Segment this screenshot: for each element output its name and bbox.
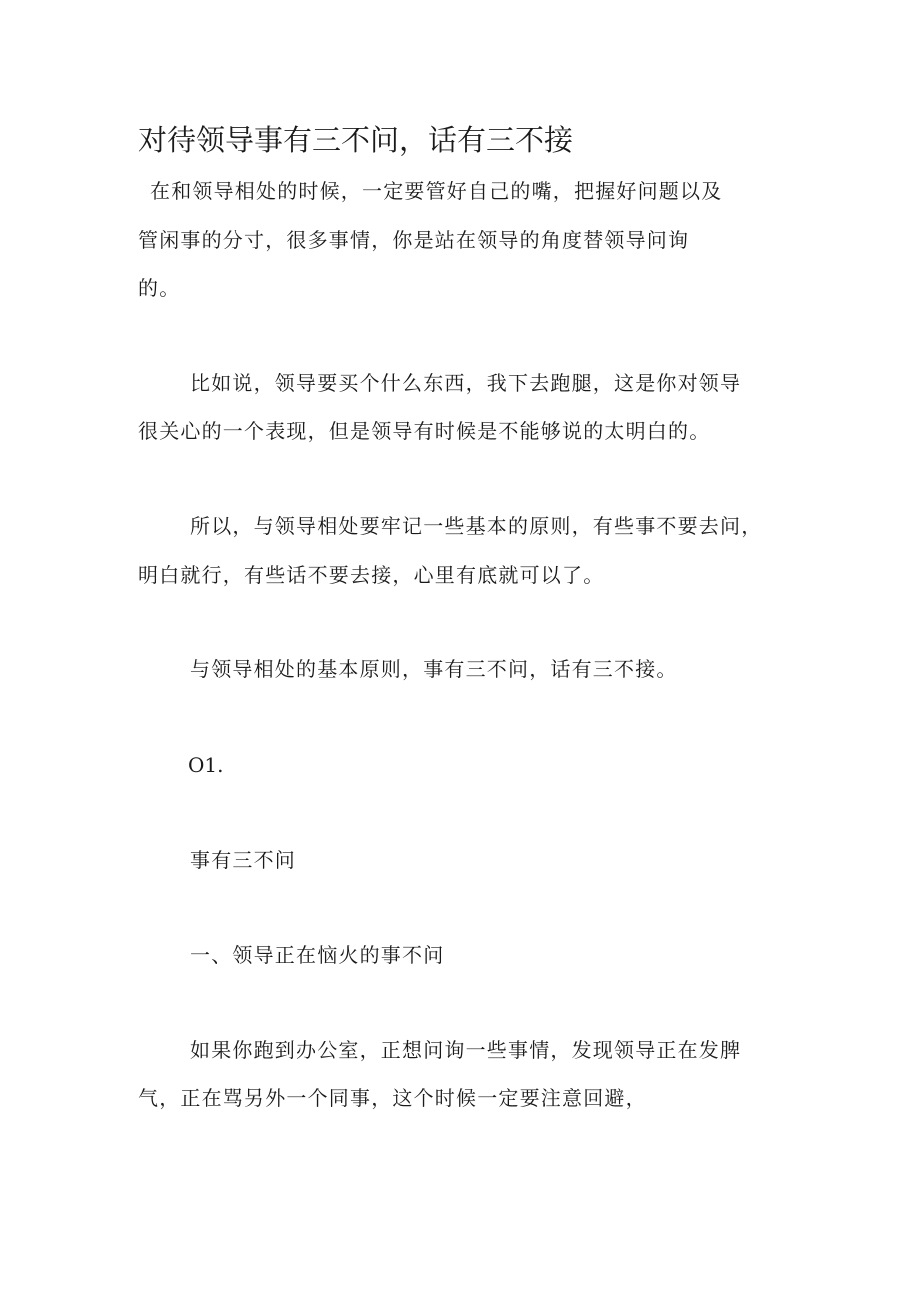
subsection-heading-text: 一、领导正在恼火的事不问: [190, 943, 445, 967]
paragraph-line: 所以，与领导相处要牢记一些基本的原则，有些事不要去问，: [190, 514, 763, 538]
paragraph-line: 很关心的一个表现，但是领导有时候是不能够说的太明白的。: [138, 419, 711, 443]
section-heading-text: 事有三不问: [190, 848, 296, 872]
section-number-text: O1.: [188, 753, 224, 777]
paragraph-line: 与领导相处的基本原则，事有三不问，话有三不接。: [190, 657, 678, 681]
paragraph-line: 比如说，领导要买个什么东西，我下去跑腿，这是你对领导: [190, 371, 742, 395]
paragraph-line: 的。: [138, 276, 181, 300]
paragraph-line: 明白就行，有些话不要去接，心里有底就可以了。: [138, 563, 605, 587]
paragraph-line: 如果你跑到办公室，正想问询一些事情，发现领导正在发脾: [190, 1038, 742, 1062]
document-title: 对待领导事有三不问，话有三不接: [138, 123, 574, 157]
paragraph-line: 管闲事的分寸，很多事情，你是站在领导的角度替领导问询: [138, 228, 690, 252]
paragraph-line: 气，正在骂另外一个同事，这个时候一定要注意回避，: [138, 1086, 647, 1110]
paragraph-line: 在和领导相处的时候，一定要管好自己的嘴，把握好问题以及: [150, 179, 723, 203]
